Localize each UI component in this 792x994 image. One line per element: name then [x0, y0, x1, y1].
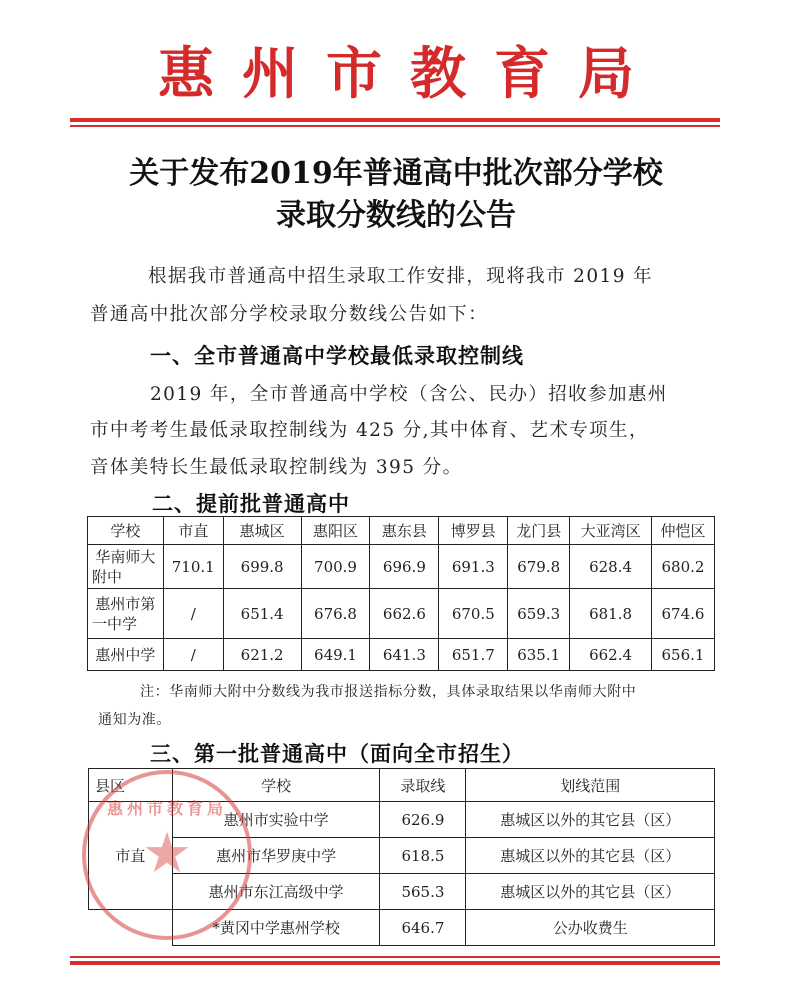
col-header-school: 学校 — [88, 517, 164, 545]
section1-line2: 市中考考生最低录取控制线为 425 分,其中体育、艺术专项生， — [90, 420, 649, 441]
score-cell: 710.1 — [163, 545, 223, 589]
score-cell: 641.3 — [370, 639, 439, 671]
intro-line2: 普通高中批次部分学校录取分数线公告如下： — [90, 304, 489, 325]
score-cell: 635.1 — [508, 639, 570, 671]
score-cell: 628.4 — [570, 545, 652, 589]
school-cell: 惠州市华罗庚中学 — [172, 838, 380, 874]
score-cell: 649.1 — [301, 639, 370, 671]
section2-heading: 二、提前批普通高中 — [152, 492, 350, 516]
notice-title-line1: 关于发布2019年普通高中批次部分学校 — [129, 156, 663, 191]
notice-title-line2: 录取分数线的公告 — [276, 198, 516, 233]
scope-cell: 惠城区以外的其它县（区） — [466, 802, 715, 838]
score-cell: 662.6 — [370, 589, 439, 639]
table-header-row — [89, 769, 715, 802]
section3-heading: 三、第一批普通高中（面向全市招生） — [150, 742, 524, 766]
score-cell: 679.8 — [508, 545, 570, 589]
table-header-row — [88, 517, 715, 545]
col-header-huidong: 惠东县 — [370, 517, 439, 545]
col-header-zhongkai: 仲恺区 — [652, 517, 715, 545]
score-cell: 646.7 — [380, 910, 466, 946]
score-cell: / — [163, 639, 223, 671]
scope-cell: 公办收费生 — [466, 910, 715, 946]
section1-heading: 一、全市普通高中学校最低录取控制线 — [150, 344, 524, 368]
first-batch-table — [88, 768, 715, 946]
col-header-huiyang: 惠阳区 — [301, 517, 370, 545]
col-header-school: 学校 — [172, 769, 380, 802]
score-cell: 670.5 — [439, 589, 508, 639]
seal-star-icon: ★ — [141, 821, 193, 886]
school-cell: 惠州中学 — [88, 639, 164, 671]
school-cell: *黄冈中学惠州学校 — [172, 910, 380, 946]
footer-rule-thick — [70, 961, 720, 965]
score-cell: 699.8 — [223, 545, 301, 589]
table-row — [88, 639, 715, 671]
intro-line1: 根据我市普通高中招生录取工作安排，现将我市 2019 年 — [148, 266, 654, 287]
score-cell: 680.2 — [652, 545, 715, 589]
score-cell: / — [163, 589, 223, 639]
school-name-part1: 惠州市第 — [95, 594, 156, 613]
col-header-scope: 划线范围 — [466, 769, 715, 802]
table-note-line1: 注：华南师大附中分数线为我市报送指标分数，具体录取结果以华南师大附中 — [140, 684, 637, 700]
section1-line1: 2019 年，全市普通高中学校（含公、民办）招收参加惠州 — [150, 384, 668, 405]
header-rule-thick — [70, 118, 720, 122]
scope-cell: 惠城区以外的其它县（区） — [466, 874, 715, 910]
header-rule-thin — [70, 125, 720, 127]
score-cell: 618.5 — [380, 838, 466, 874]
table-row — [89, 910, 715, 946]
table-row — [89, 874, 715, 910]
score-cell: 696.9 — [370, 545, 439, 589]
school-name-part1: 华南师大 — [95, 547, 156, 566]
table-row — [89, 802, 715, 838]
score-cell: 621.2 — [223, 639, 301, 671]
district-cell: 市直 — [89, 802, 173, 910]
score-cell: 681.8 — [570, 589, 652, 639]
table-row — [88, 545, 715, 589]
col-header-score: 录取线 — [380, 769, 466, 802]
score-cell: 676.8 — [301, 589, 370, 639]
score-cell: 651.4 — [223, 589, 301, 639]
table-row — [88, 589, 715, 639]
school-cell: 惠州市实验中学 — [172, 802, 380, 838]
score-cell: 700.9 — [301, 545, 370, 589]
table-row — [89, 838, 715, 874]
org-name: 惠州市教育局 — [158, 41, 662, 107]
col-header-huicheng: 惠城区 — [223, 517, 301, 545]
col-header-boluo: 博罗县 — [439, 517, 508, 545]
score-cell: 626.9 — [380, 802, 466, 838]
school-cell — [88, 589, 164, 639]
score-cell: 662.4 — [570, 639, 652, 671]
score-cell: 656.1 — [652, 639, 715, 671]
score-cell: 659.3 — [508, 589, 570, 639]
school-name-part2: 附中 — [92, 567, 123, 586]
section1-line3: 音体美特长生最低录取控制线为 395 分。 — [90, 457, 463, 478]
col-header-district: 县区 — [89, 769, 173, 802]
score-cell: 674.6 — [652, 589, 715, 639]
empty-district-cell — [89, 910, 173, 946]
score-cell: 651.7 — [439, 639, 508, 671]
score-cell: 691.3 — [439, 545, 508, 589]
school-name-part2: 一中学 — [92, 614, 138, 633]
col-header-shizhi: 市直 — [163, 517, 223, 545]
seal-text: 惠州市教育局 — [106, 799, 227, 818]
footer-rule-thin — [70, 956, 720, 958]
early-batch-table — [87, 516, 715, 671]
school-cell: 惠州市东江高级中学 — [172, 874, 380, 910]
scope-cell: 惠城区以外的其它县（区） — [466, 838, 715, 874]
score-cell: 565.3 — [380, 874, 466, 910]
col-header-dayawan: 大亚湾区 — [570, 517, 652, 545]
table-note-line2: 通知为准。 — [98, 712, 171, 728]
col-header-longmen: 龙门县 — [508, 517, 570, 545]
school-cell — [88, 545, 164, 589]
